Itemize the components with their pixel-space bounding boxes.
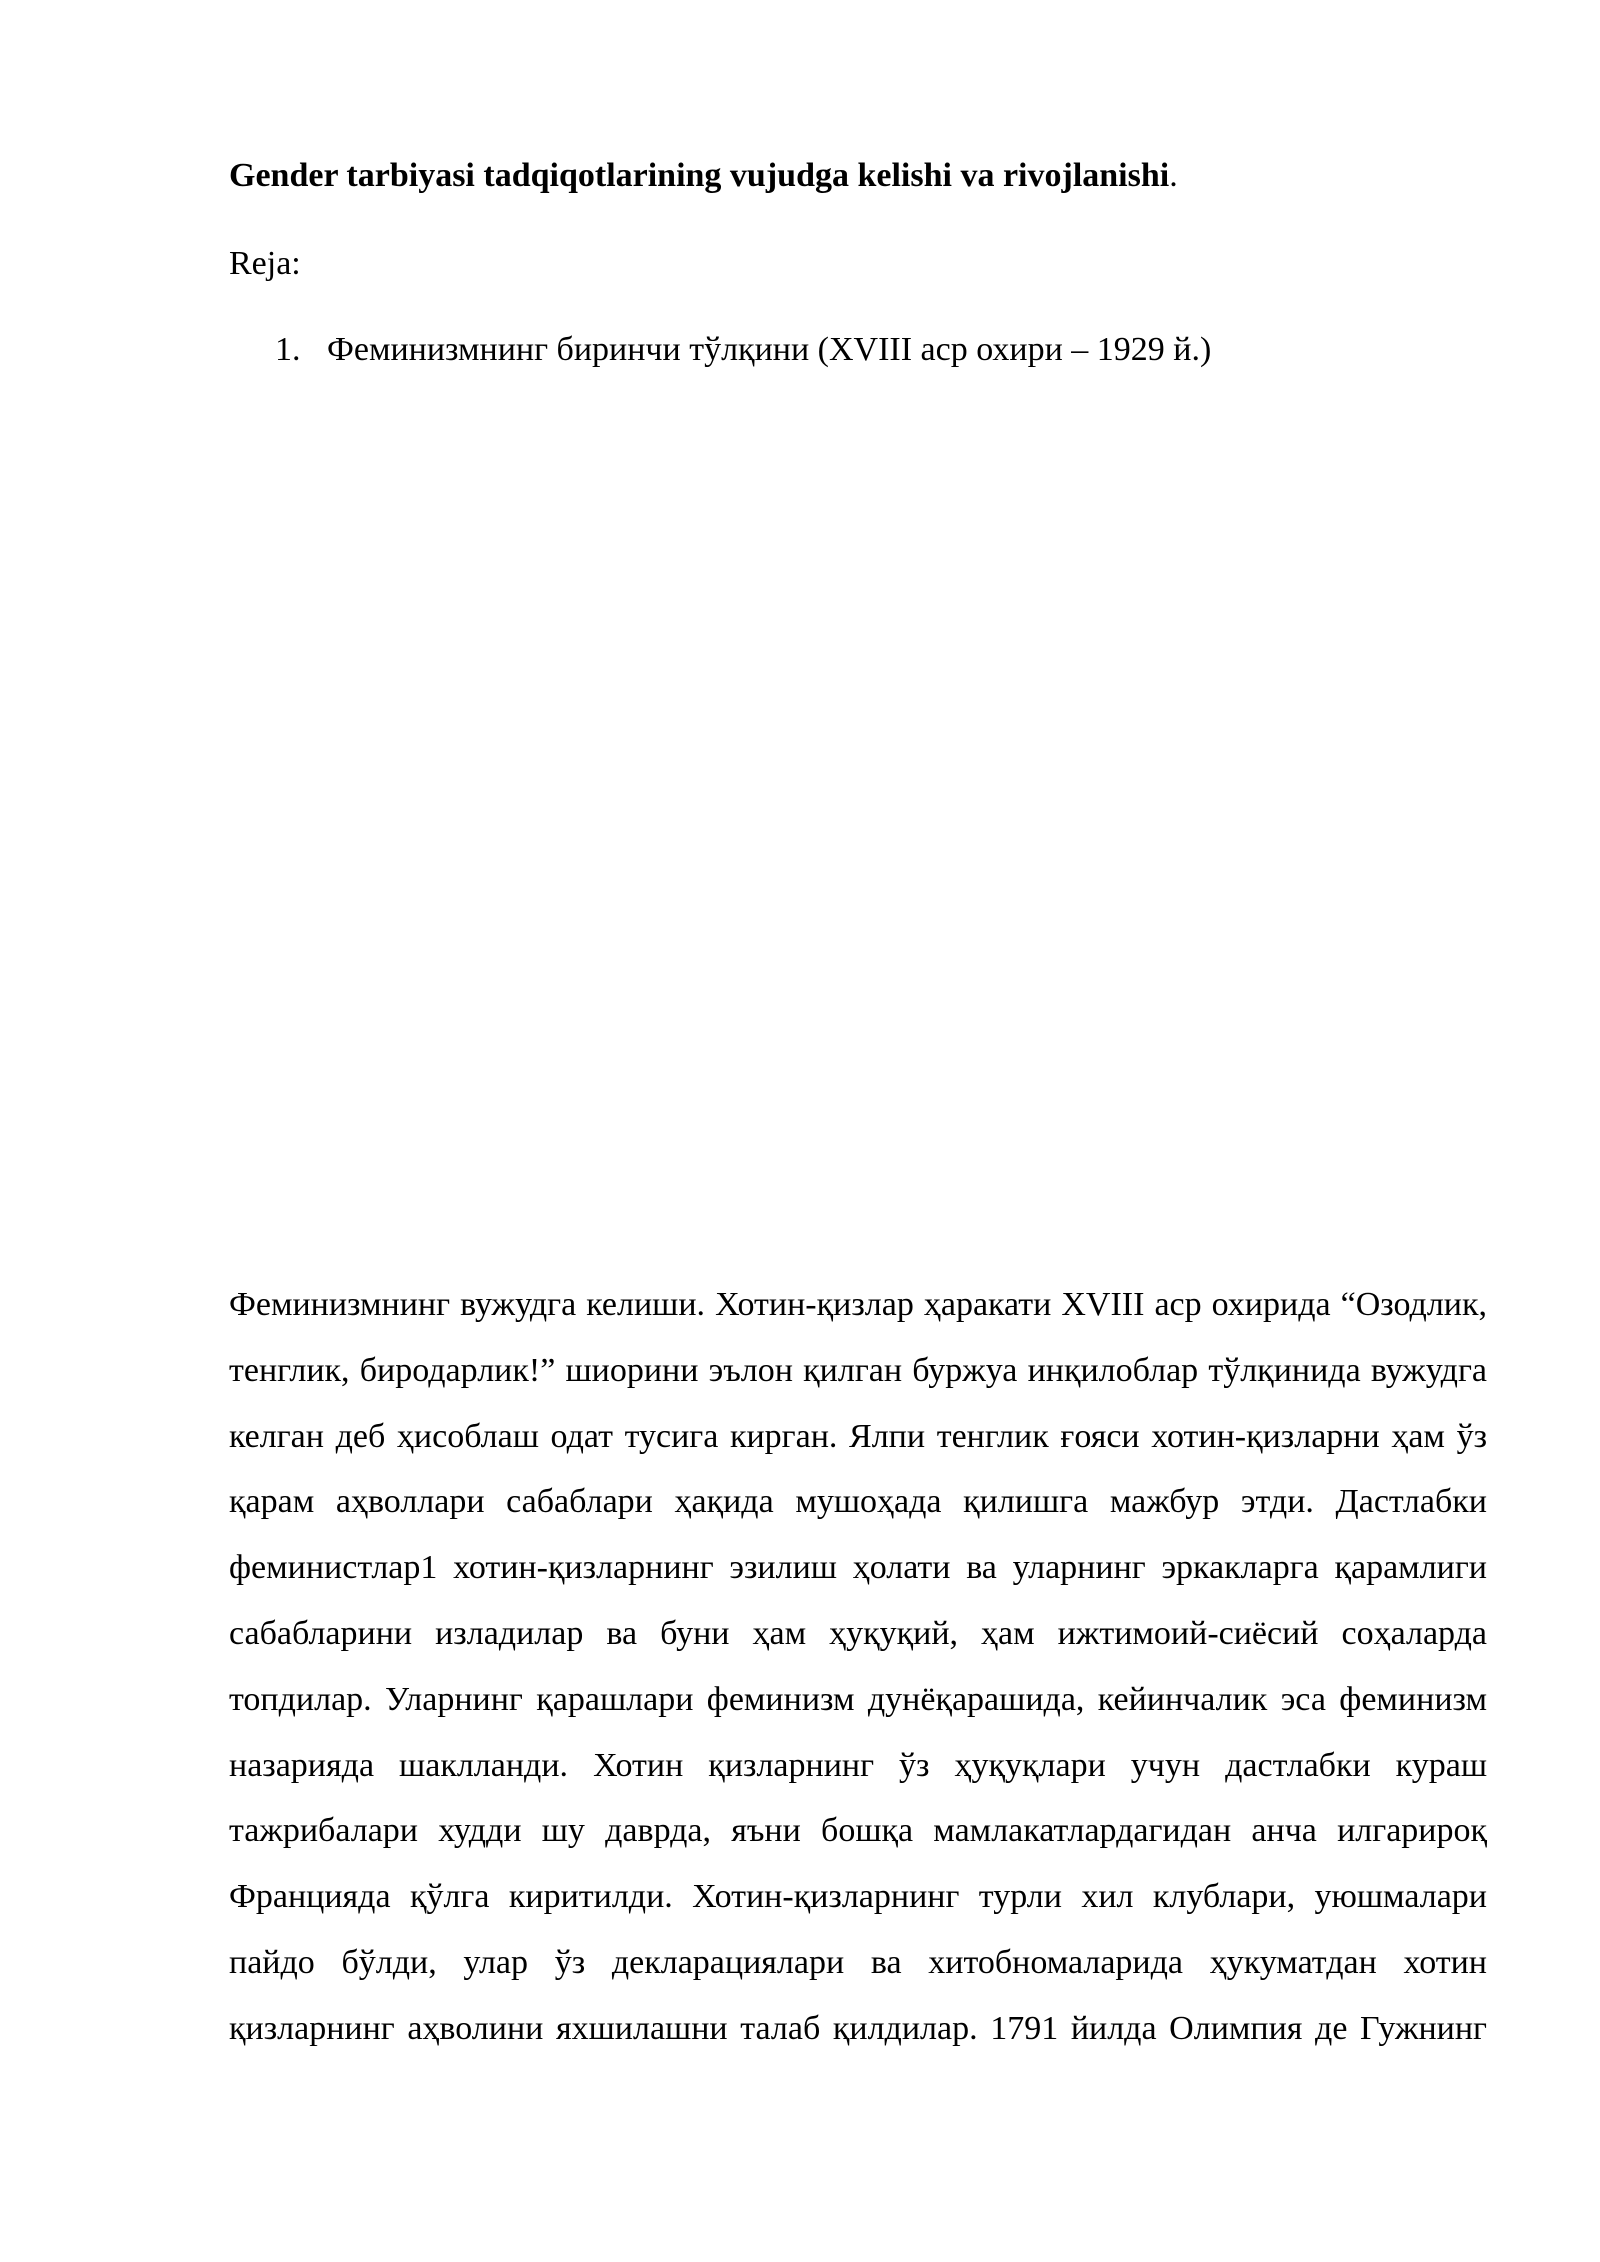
plan-item-text: Феминизмнинг биринчи тўлқини (XVIII аср охири – 1929 й.) xyxy=(327,331,1212,368)
document-title-text: Gender tarbiyasi tadqiqotlarining vujudga kelishi va rivojlanishi xyxy=(229,157,1170,194)
plan-item-number: 1. xyxy=(275,331,301,368)
plan-label: Reja: xyxy=(229,245,301,282)
plan-list-item xyxy=(275,324,1211,376)
document-title xyxy=(229,150,1379,202)
document-title-period: . xyxy=(1169,157,1178,194)
body-paragraph: Феминизмнинг вужудга келиши. Хотин-қизлар ҳаракати XVIII аср охирида “Озодлик, тенглик, биродарлик!” шиорини эълон қилган буржуа инқилоблар тўлқинида вужудга келган деб ҳисоблаш одат тусига кирган. Ялпи тенглик ғояси хотин-қизларни ҳам ўз қарам аҳволлари сабаблари ҳақида мушоҳада қилишга мажбур этди. Дастлабки феминистлар1 хотин-қизларнинг эзилиш ҳолати ва уларнинг эркакларга қарамлиги сабабларини изладилар ва буни ҳам ҳуқуқий, ҳам ижтимоий-сиёсий соҳаларда топдилар. Уларнинг қарашлари феминизм дунёқарашида, кейинчалик эса феминизм назарияда шаклланди. Хотин қизларнинг ўз ҳуқуқлари учун дастлабки кураш тажрибалари худди шу даврда, яъни бошқа мамлакатлардагидан анча илгарироқ Францияда қўлга киритилди. Хотин-қизларнинг турли хил клублари, уюшмалари пайдо бўлди, улар ўз декларациялари ва хитобномаларида ҳукуматдан хотин қизларнинг аҳволини яхшилашни талаб қилдилар. 1791 йилда Олимпия де Гужнинг xyxy=(229,1286,1487,2047)
plan-list xyxy=(275,324,1211,376)
